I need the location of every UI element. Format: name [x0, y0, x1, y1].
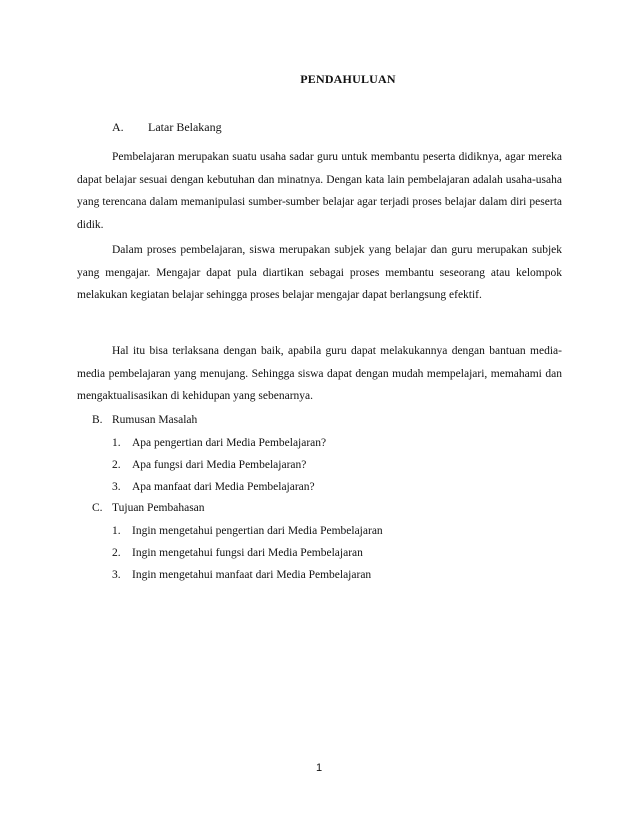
list-item-text: Ingin mengetahui pengertian dari Media Pembelajaran	[132, 525, 383, 537]
list-item-number: 2.	[112, 459, 121, 471]
paragraph-2: Dalam proses pembelajaran, siswa merupakan subjek yang belajar dan guru merupakan subjek yang mengajar. Mengajar dapat pula diartikan sebagai proses membantu seseorang atau kelompok melakukan kegiatan belajar sehingga proses belajar mengajar dapat berlangsung efektif.	[77, 244, 562, 301]
list-item-text: Apa manfaat dari Media Pembelajaran?	[132, 481, 315, 493]
section-c-letter: C.	[92, 502, 103, 514]
tujuan-pembahasan-list	[112, 520, 383, 586]
list-item-text: Ingin mengetahui fungsi dari Media Pembelajaran	[132, 547, 363, 559]
section-a-letter: A.	[112, 120, 124, 134]
page-number: 1	[315, 762, 323, 774]
list-item-number: 3.	[112, 481, 121, 493]
section-a-title: Latar Belakang	[148, 120, 222, 134]
section-c-heading	[92, 502, 205, 514]
section-a-heading	[112, 120, 222, 135]
rumusan-masalah-list	[112, 432, 326, 498]
list-item-text: Apa fungsi dari Media Pembelajaran?	[132, 459, 307, 471]
list-item-number: 3.	[112, 569, 121, 581]
section-c-title: Tujuan Pembahasan	[112, 502, 205, 514]
list-item-number: 2.	[112, 547, 121, 559]
list-item-text: Apa pengertian dari Media Pembelajaran?	[132, 437, 327, 449]
list-item-number: 1.	[112, 525, 121, 537]
document-title: PENDAHULUAN	[300, 72, 396, 86]
section-b-heading	[92, 414, 197, 426]
list-item	[112, 454, 326, 476]
list-item	[112, 542, 383, 564]
list-item	[112, 476, 326, 498]
list-item	[112, 520, 383, 542]
section-b-title: Rumusan Masalah	[112, 414, 198, 426]
paragraph-3: Hal itu bisa terlaksana dengan baik, apabila guru dapat melakukannya dengan bantuan media-media pembelajaran yang menujang. Sehingga siswa dapat dengan mudah mempelajari, memahami dan mengaktualisasikan di kehidupan yang sebenarnya.	[77, 345, 562, 402]
section-b-letter: B.	[92, 414, 103, 426]
list-item	[112, 564, 383, 586]
paragraph-1: Pembelajaran merupakan suatu usaha sadar guru untuk membantu peserta didiknya, agar mereka dapat belajar sesuai dengan kebutuhan dan minatnya. Dengan kata lain pembelajaran adalah usaha-usaha yang terencana dalam memanipulasi sumber-sumber belajar agar terjadi proses belajar dalam diri peserta didik.	[77, 151, 562, 231]
list-item	[112, 432, 326, 454]
list-item-text: Ingin mengetahui manfaat dari Media Pembelajaran	[132, 569, 372, 581]
list-item-number: 1.	[112, 437, 121, 449]
